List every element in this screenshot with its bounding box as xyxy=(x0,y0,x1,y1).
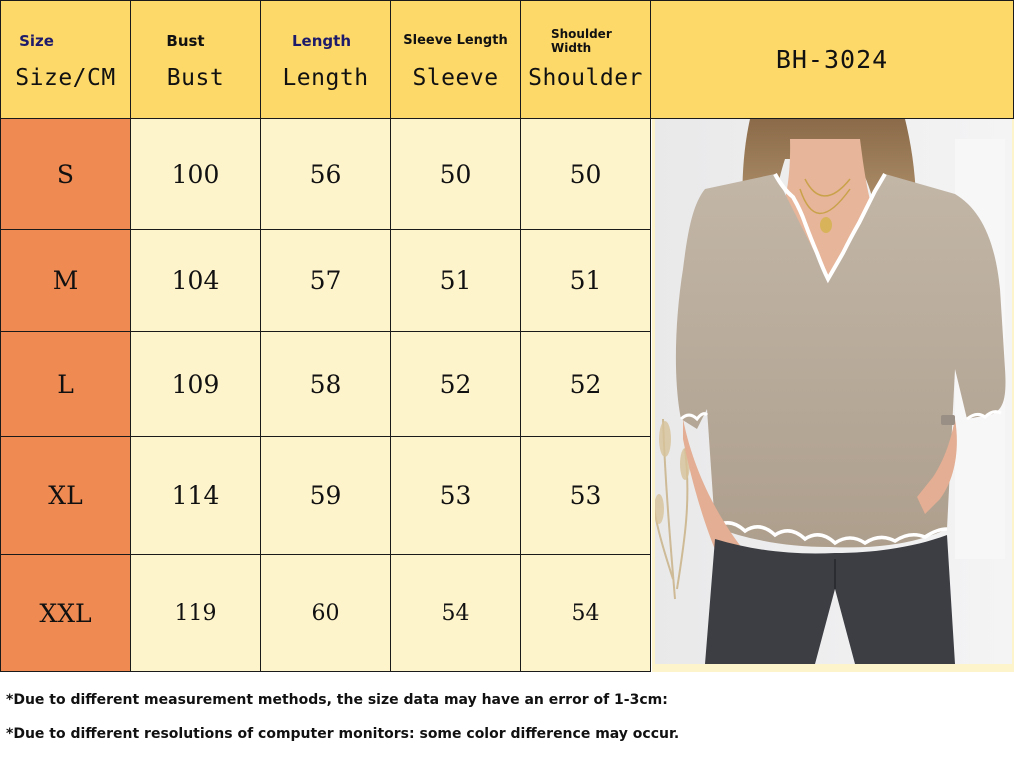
cell-shoulder-xl: 53 xyxy=(521,437,651,555)
cell-sleeve-m: 51 xyxy=(391,230,521,332)
note-measurement: *Due to different measurement methods, the size data may have an error of 1-3cm: xyxy=(6,692,668,708)
header-bust-small: Bust xyxy=(166,32,205,50)
cell-bust-s: 100 xyxy=(131,119,261,230)
cell-size-s: S xyxy=(0,119,131,230)
header-shoulder-big: Shoulder xyxy=(528,65,643,91)
product-photo xyxy=(652,119,1014,672)
cell-bust-xl: 114 xyxy=(131,437,261,555)
cell-shoulder-l: 52 xyxy=(521,332,651,437)
header-length xyxy=(261,0,391,119)
cell-sleeve-l: 52 xyxy=(391,332,521,437)
header-shoulder-small: Shoulder Width xyxy=(551,27,612,55)
footnotes xyxy=(0,672,1014,764)
cell-bust-xxl: 119 xyxy=(131,555,261,672)
cell-sleeve-xxl: 54 xyxy=(391,555,521,672)
cell-shoulder-s: 50 xyxy=(521,119,651,230)
header-sleeve-small: Sleeve Length xyxy=(403,33,508,48)
header-size-small: Size xyxy=(19,32,54,50)
header-size-big: Size/CM xyxy=(15,65,116,91)
header-length-big: Length xyxy=(282,65,369,91)
cell-shoulder-m: 51 xyxy=(521,230,651,332)
model-sweater-image xyxy=(655,119,1012,664)
cell-bust-l: 109 xyxy=(131,332,261,437)
header-size xyxy=(0,0,131,119)
model-code: BH-3024 xyxy=(651,0,1014,119)
cell-shoulder-xxl: 54 xyxy=(521,555,651,672)
cell-length-s: 56 xyxy=(261,119,391,230)
header-length-small: Length xyxy=(292,32,351,50)
cell-sleeve-xl: 53 xyxy=(391,437,521,555)
cell-length-xl: 59 xyxy=(261,437,391,555)
cell-size-l: L xyxy=(0,332,131,437)
header-sleeve xyxy=(391,0,521,119)
cell-size-xl: XL xyxy=(0,437,131,555)
header-shoulder xyxy=(521,0,651,119)
cell-size-xxl: XXL xyxy=(0,555,131,672)
header-bust-big: Bust xyxy=(166,65,225,91)
cell-length-l: 58 xyxy=(261,332,391,437)
header-bust xyxy=(131,0,261,119)
note-color: *Due to different resolutions of computer monitors: some color difference may occur. xyxy=(6,726,680,742)
cell-length-xxl: 60 xyxy=(261,555,391,672)
cell-sleeve-s: 50 xyxy=(391,119,521,230)
cell-size-m: M xyxy=(0,230,131,332)
cell-length-m: 57 xyxy=(261,230,391,332)
cell-bust-m: 104 xyxy=(131,230,261,332)
header-sleeve-big: Sleeve xyxy=(412,65,499,91)
